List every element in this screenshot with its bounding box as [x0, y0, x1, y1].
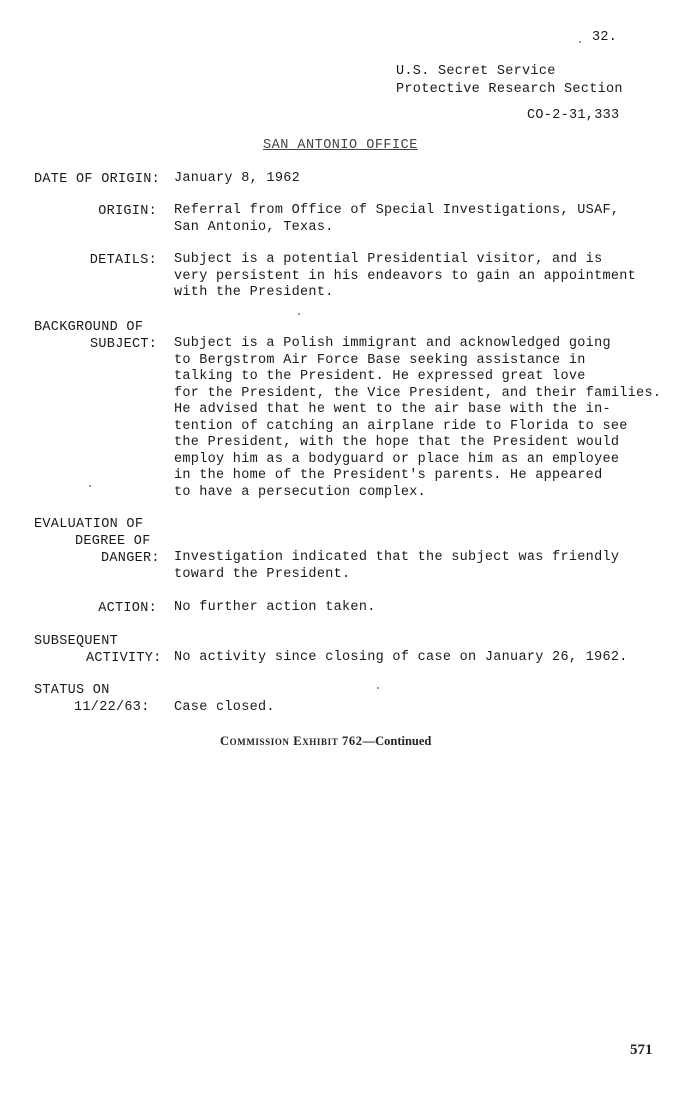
action-value: No further action taken. [174, 600, 376, 615]
background-label: BACKGROUND OF SUBJECT: [34, 320, 158, 352]
subsequent-activity-label: SUBSEQUENT ACTIVITY: [34, 634, 162, 666]
origin-value [174, 203, 619, 236]
text-line: tention of catching an airplane ride to Florida to see [174, 418, 628, 434]
evaluation-value [174, 550, 619, 583]
evaluation-label: EVALUATION OF DEGREE OF DANGER: [34, 517, 160, 566]
text-line: toward the President. [174, 566, 351, 582]
case-number: CO-2-31,333 [527, 108, 620, 123]
text-line: in the home of the President's parents. He appeared [174, 468, 603, 483]
date-of-origin-label: DATE OF ORIGIN: [34, 172, 161, 187]
text-line: for the President, the Vice President, and their families. [174, 385, 662, 401]
page-number-top: 32. [592, 30, 618, 45]
subsequent-activity-value: No activity since closing of case on January 26, 1962. [174, 650, 628, 665]
agency-header [396, 63, 623, 99]
text-line: talking to the President. He expressed great love [174, 369, 586, 384]
status-label: STATUS ON 11/22/63: [34, 683, 150, 715]
text-line: to Bergstrom Air Force Base seeking assistance in [174, 352, 586, 368]
agency-line-1: U.S. Secret Service [396, 64, 556, 79]
exhibit-suffix: —Continued [362, 734, 432, 748]
scan-speck [298, 313, 300, 315]
text-line: with the President. [174, 285, 334, 300]
background-value [174, 336, 661, 501]
date-of-origin-value: January 8, 1962 [174, 171, 301, 186]
agency-line-2: Protective Research Section [396, 82, 623, 97]
text-line: the President, with the hope that the President would [174, 435, 620, 450]
office-title: SAN ANTONIO OFFICE [263, 138, 418, 153]
text-line: Referral from Office of Special Investigations, USAF, [174, 203, 620, 218]
action-label: ACTION: [98, 601, 157, 616]
scan-speck [377, 687, 379, 689]
scan-speck [579, 41, 581, 43]
text-line: very persistent in his endeavors to gain an appointment [174, 268, 637, 284]
status-value: Case closed. [174, 700, 275, 715]
text-line: to have a persecution complex. [174, 484, 427, 500]
origin-label: ORIGIN: [98, 204, 157, 219]
scan-speck [89, 485, 91, 487]
text-line: San Antonio, Texas. [174, 219, 334, 235]
text-line: He advised that he went to the air base with the in- [174, 402, 611, 417]
exhibit-caption [220, 734, 431, 749]
details-value [174, 252, 636, 302]
text-line: employ him as a bodyguard or place him as an employee [174, 451, 620, 467]
details-label: DETAILS: [89, 253, 157, 268]
text-line: Subject is a potential Presidential visitor, and is [174, 252, 603, 267]
page-number-bottom: 571 [630, 1042, 653, 1058]
exhibit-name: Commission Exhibit 762 [220, 734, 363, 748]
text-line: Subject is a Polish immigrant and acknowledged going [174, 336, 611, 351]
text-line: Investigation indicated that the subject was friendly [174, 550, 620, 565]
